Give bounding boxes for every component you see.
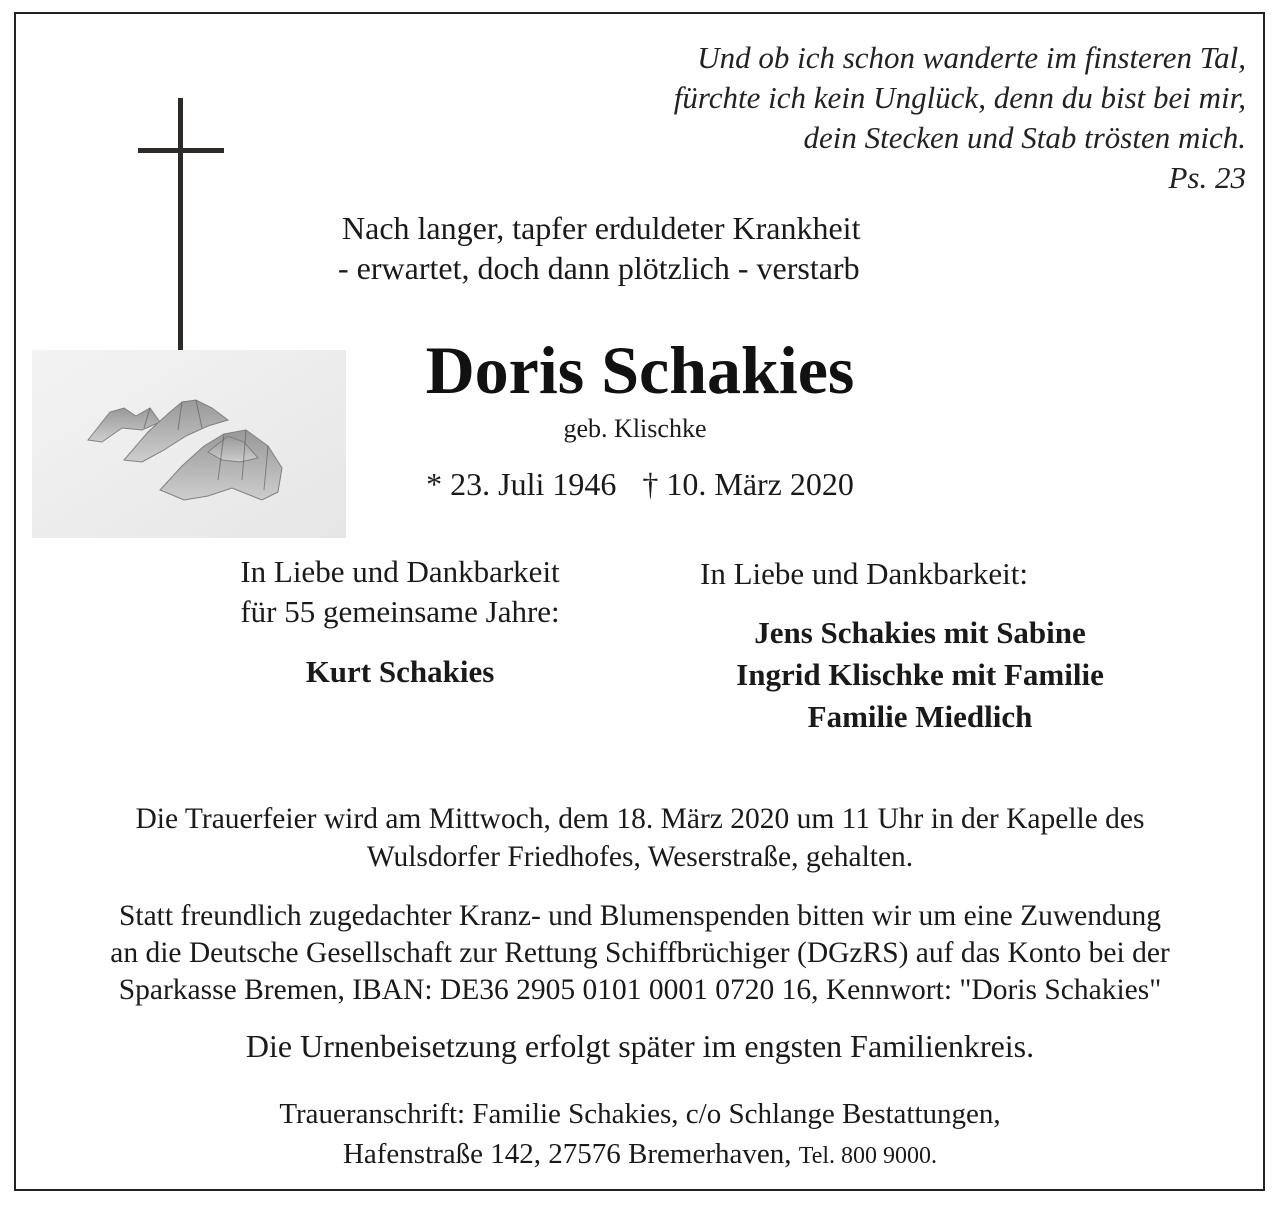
verse-line: dein Stecken und Stab trösten mich. (803, 120, 1246, 155)
thanks-heading: In Liebe und Dankbarkeit: (700, 556, 1028, 591)
mourners-left (150, 552, 650, 692)
service-line: Wulsdorfer Friedhofes, Weserstraße, gehalten. (366, 841, 914, 873)
intro-line: Nach langer, tapfer erduldeter Krankheit (342, 210, 861, 246)
verse-line: fürchte ich kein Unglück, denn du bist bei mir, (673, 80, 1246, 115)
thanks-line: für 55 gemeinsame Jahre: (240, 594, 560, 629)
donation-line: Statt freundlich zugedachter Kranz- und Blumenspenden bitten wir um eine Zuwendung (118, 900, 1162, 932)
intro-line: - erwartet, doch dann plötzlich - verstarb (338, 250, 860, 286)
verse-reference: Ps. 23 (1168, 160, 1246, 195)
service-line: Die Trauerfeier wird am Mittwoch, dem 18. März 2020 um 11 Uhr in der Kapelle des (135, 803, 1145, 835)
burial-info: Die Urnenbeisetzung erfolgt später im engsten Familienkreis. (245, 1028, 1035, 1064)
donation-line: an die Deutsche Gesellschaft zur Rettung Schiffbrüchiger (DGzRS) auf das Konto bei der (110, 937, 1170, 969)
mourning-address (20, 1094, 1260, 1176)
verse-line: Und ob ich schon wanderte im finsteren Tal, (697, 40, 1246, 75)
birth-date: * 23. Juli 1946 (426, 466, 617, 502)
mourner-name: Jens Schakies mit Sabine (754, 615, 1086, 650)
mourners-right (660, 612, 1180, 738)
mourner-name: Familie Miedlich (807, 699, 1033, 734)
address-line (20, 1134, 1260, 1176)
psalm-verse (674, 38, 1246, 198)
deceased-name: Doris Schakies (425, 332, 855, 408)
donation-line: Sparkasse Bremen, IBAN: DE36 2905 0101 0001 0720 16, Kennwort: "Doris Schakies" (118, 974, 1162, 1006)
life-dates (330, 462, 950, 506)
mountain-image (32, 350, 346, 538)
maiden-name: geb. Klischke (563, 414, 707, 443)
donation-info (20, 898, 1260, 1009)
cross-icon (134, 98, 226, 354)
mourner-name: Kurt Schakies (305, 654, 495, 689)
mourner-name: Ingrid Klischke mit Familie (736, 657, 1104, 692)
address-phone: Tel. 800 9000. (798, 1143, 938, 1169)
thanks-line: In Liebe und Dankbarkeit (240, 554, 560, 589)
address-line: Traueranschrift: Familie Schakies, c/o Schlange Bestattungen, (279, 1098, 1001, 1130)
service-info (20, 800, 1260, 876)
death-date: † 10. März 2020 (642, 466, 854, 502)
address-street: Hafenstraße 142, 27576 Bremerhaven, (342, 1138, 792, 1170)
